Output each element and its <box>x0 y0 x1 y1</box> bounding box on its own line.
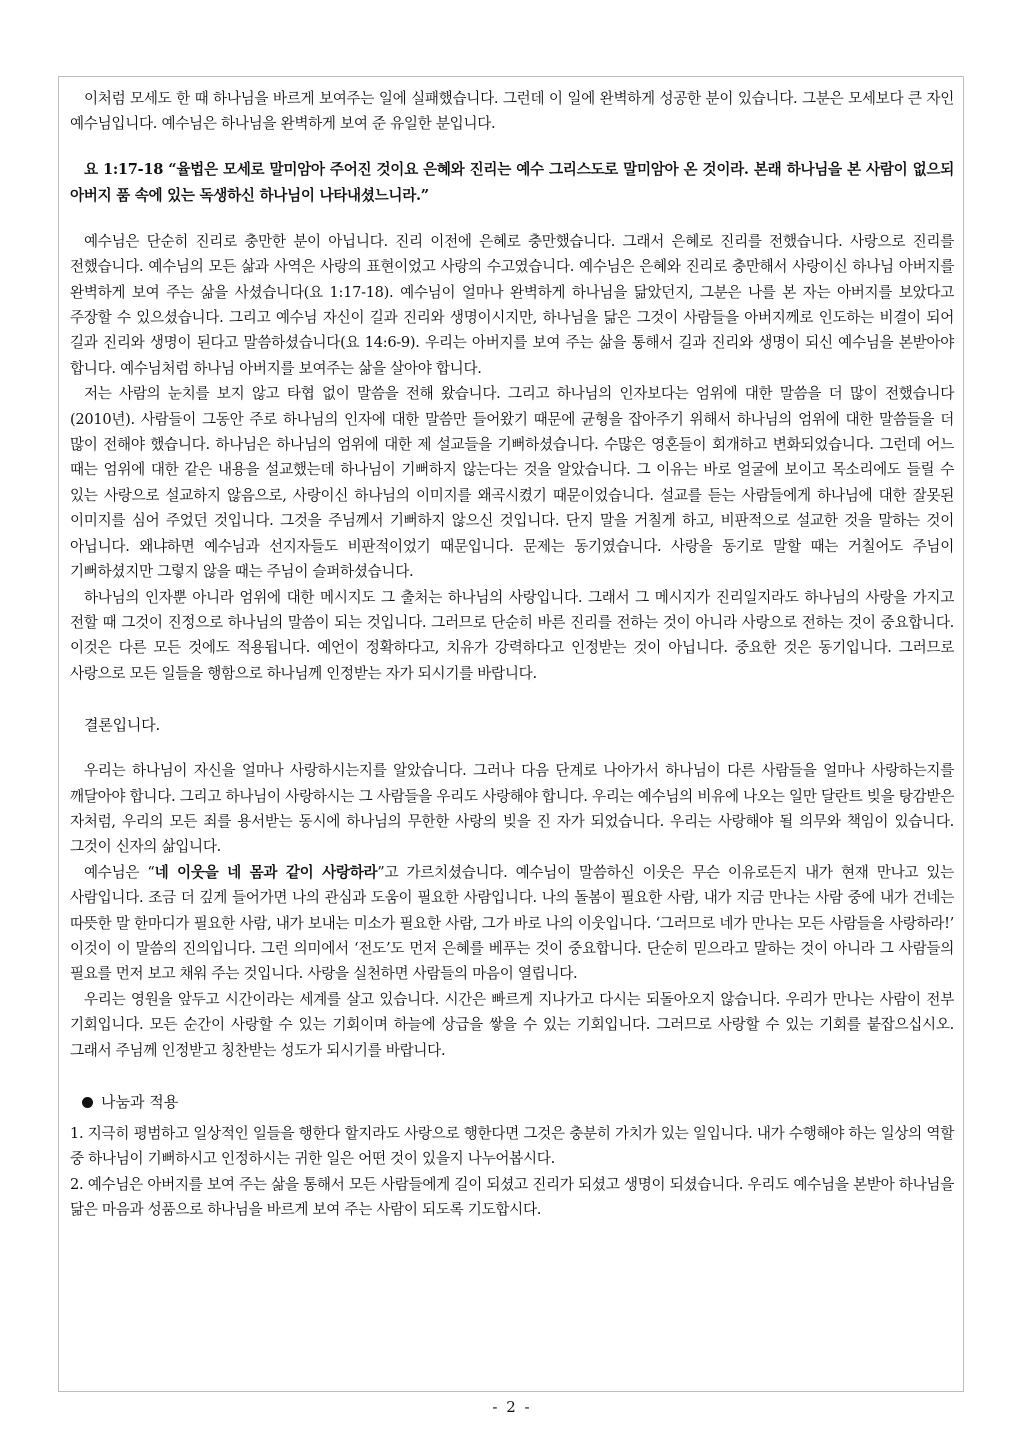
conclusion-p2-lead: 예수님은 “ <box>84 863 155 881</box>
body-paragraph-1: 예수님은 단순히 진리로 충만한 분이 아닙니다. 진리 이전에 은혜로 충만했습니다. 그래서 은혜로 진리를 전했습니다. 사랑으로 진리를 전했습니다. 예수님의 모든 삶과 사역은 사랑의 표현이었고 사랑의 수고였습니다. 예수님은 은혜와 진리로 충만해서 사랑이신 하나님 아버지를 완벽하게 보여 주는 삶을 사셨습니다(요 1:17-18). 예수님이 얼마나 완벽하게 하나님을 닮았던지, 그분은 나를 본 자는 아버지를 보았다고 주장할 수 있으셨습니다. 그리고 예수님 자신이 길과 진리와 생명이시지만, 하나님을 닮은 그것이 사람들을 아버지께로 인도하는 비결이 되어 길과 진리와 생명이 된다고 말씀하셨습니다(요 14:6-9). 우리는 아버지를 보여 주는 삶을 통해서 길과 진리와 생명이 되신 예수님을 본받아야 합니다. 예수님처럼 하나님 아버지를 보여주는 삶을 살아야 합니다. <box>70 232 954 377</box>
sharing-heading <box>70 1089 954 1115</box>
body-paragraph-3: 하나님의 인자뿐 아니라 엄위에 대한 메시지도 그 출처는 하나님의 사랑입니다. 그래서 그 메시지가 진리일지라도 하나님의 사랑을 가지고 전할 때 그것이 진정으로 하나님의 말씀이 되는 것입니다. 그러므로 단순히 바른 진리를 전하는 것이 아니라 사랑으로 전하는 것이 중요합니다. 이것은 다른 모든 것에도 적용됩니다. 예언이 정확하다고, 치유가 강력하다고 인정받는 것이 아닙니다. 중요한 것은 동기입니다. 그러므로 사랑으로 모든 일들을 행함으로 하나님께 인정받는 자가 되시기를 바랍니다. <box>70 588 954 682</box>
conclusion-heading: 결론입니다. <box>84 716 161 735</box>
page-number: - 2 - <box>492 1398 532 1416</box>
scripture-verse: 요 1:17-18 “율법은 모세로 말미암아 주어진 것이요 은혜와 진리는 예수 그리스도로 말미암아 온 것이라. 본래 하나님을 본 사람이 없으되 아버지 품 속에 있는 독생하신 하나님이 나타내셨느니라.” <box>70 160 954 204</box>
bullet-icon <box>82 1097 93 1108</box>
intro-paragraph: 이처럼 모세도 한 때 하나님을 바르게 보여주는 일에 실패했습니다. 그런데 이 일에 완벽하게 성공한 분이 있습니다. 그분은 모세보다 큰 자인 예수님입니다. 예수님은 하나님을 완벽하게 보여 준 유일한 분입니다. <box>70 90 954 133</box>
conclusion-paragraph-3: 우리는 영원을 앞두고 시간이라는 세계를 살고 있습니다. 시간은 빠르게 지나가고 다시는 되돌아오지 않습니다. 우리가 만나는 사람이 전부 기회입니다. 모든 순간이 사랑할 수 있는 기회이며 하늘에 상급을 쌓을 수 있는 기회입니다. 그러므로 사랑할 수 있는 기회를 붙잡으십시오. 그래서 주님께 인정받고 칭찬받는 성도가 되시기를 바랍니다. <box>70 990 954 1059</box>
sharing-question-2: 2. 예수님은 아버지를 보여 주는 삶을 통해서 모든 사람들에게 길이 되셨고 진리가 되셨고 생명이 되셨습니다. 우리도 예수님을 본받아 하나님을 닮은 마음과 성품으로 하나님을 바르게 보여 주는 사람이 되도록 기도합시다. <box>70 1175 954 1219</box>
conclusion-p2-rest: ”고 가르치셨습니다. 예수님이 말씀하신 이웃은 무슨 이유로든지 내가 현재 만나고 있는 사람입니다. 조금 더 깊게 들어가면 나의 관심과 도움이 필요한 사람입니다. 나의 돌봄이 필요한 사람, 내가 지금 만나는 사람 중에 내가 건네는 따뜻한 말 한마디가 필요한 사람, 내가 보내는 미소가 필요한 사람, 그가 바로 나의 이웃입니다. ‘그러므로 네가 만나는 모든 사람들을 사랑하라!’ 이것이 이 말씀의 진의입니다. 그런 의미에서 ‘전도’도 먼저 은혜를 베푸는 것이 중요합니다. 단순히 믿으라고 말하는 것이 아니라 그 사람들의 필요를 먼저 보고 채워 주는 것입니다. 사랑을 실천하면 사람들의 마음이 열립니다. <box>70 863 954 983</box>
sharing-heading-label: 나눔과 적용 <box>101 1093 179 1111</box>
commandment-quote: 네 이웃을 네 몸과 같이 사랑하라 <box>154 863 378 881</box>
body-paragraph-2: 저는 사람의 눈치를 보지 않고 타협 없이 말씀을 전해 왔습니다. 그리고 하나님의 인자보다는 엄위에 대한 말씀을 더 많이 전했습니다(2010년). 사람들이 그동안 주로 하나님의 인자에 대한 말씀만 들어왔기 때문에 균형을 잡아주기 위해서 하나님의 엄위에 대한 말씀들을 더 많이 전해야 했습니다. 하나님은 하나님의 엄위에 대한 제 설교들을 기뻐하셨습니다. 수많은 영혼들이 회개하고 변화되었습니다. 그런데 어느 때는 엄위에 대한 같은 내용을 설교했는데 하나님이 기뻐하지 않는다는 것을 알았습니다. 그 이유는 바로 얼굴에 보이고 목소리에도 들릴 수 있는 사랑으로 설교하지 않음으로, 사랑이신 하나님의 이미지를 왜곡시켰기 때문이었습니다. 설교를 듣는 사람들에게 하나님에 대한 잘못된 이미지를 심어 주었던 것입니다. 그것을 주님께서 기뻐하지 않으신 것입니다. 단지 말을 거칠게 하고, 비판적으로 설교한 것을 말하는 것이 아닙니다. 왜냐하면 예수님과 선지자들도 비판적이었기 때문입니다. 문제는 동기였습니다. 사랑을 동기로 말할 때는 거칠어도 주님이 기뻐하셨지만 그렇지 않을 때는 주님이 슬퍼하셨습니다. <box>70 385 954 581</box>
sharing-question-1: 1. 지극히 평범하고 일상적인 일들을 행한다 할지라도 사랑으로 행한다면 그것은 충분히 가치가 있는 일입니다. 내가 수행해야 하는 일상의 역할 중 하나님이 기뻐하시고 인정하시는 귀한 일은 어떤 것이 있을지 나누어봅시다. <box>70 1125 954 1168</box>
conclusion-paragraph-1: 우리는 하나님이 자신을 얼마나 사랑하시는지를 알았습니다. 그러나 다음 단계로 나아가서 하나님이 다른 사람들을 얼마나 사랑하는지를 깨달아야 합니다. 그리고 하나님이 사랑하시는 그 사람들을 우리도 사랑해야 합니다. 우리는 예수님의 비유에 나오는 일만 달란트 빚을 탕감받은 자처럼, 우리의 모든 죄를 용서받는 동시에 하나님의 무한한 사랑의 빚을 진 자가 되었습니다. 우리는 사랑해야 될 의무와 책임이 있습니다. 그것이 신자의 삶입니다. <box>70 762 954 856</box>
conclusion-paragraph-2 <box>70 860 954 987</box>
document-body <box>70 86 954 1223</box>
